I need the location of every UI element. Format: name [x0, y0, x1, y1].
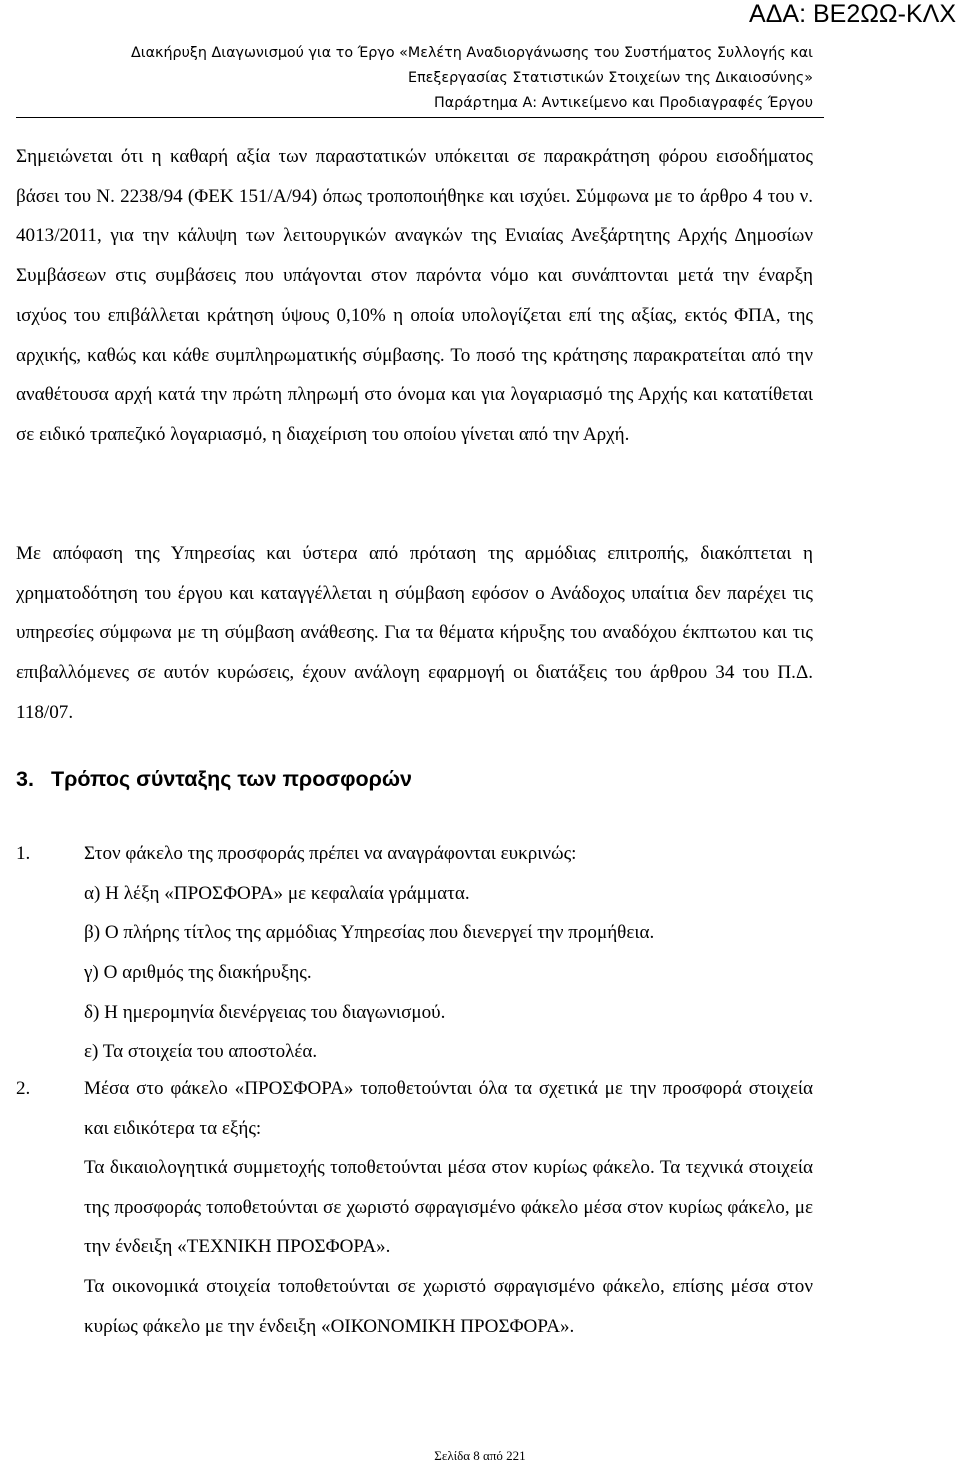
ada-code: ΑΔΑ: ΒΕ2ΩΩ-ΚΛΧ: [749, 0, 956, 28]
subitem-a: α) Η λέξη «ΠΡΟΣΦΟΡΑ» με κεφαλαία γράμματα.: [84, 883, 470, 904]
item-number: 1.: [16, 843, 31, 864]
header-title-line-2: Επεξεργασίας Στατιστικών Στοιχείων της Δικαιοσύνης»: [408, 70, 813, 86]
section-heading: [16, 764, 412, 794]
item-number: 2.: [16, 1078, 31, 1099]
page-number: Σελίδα 8 από 221: [434, 1448, 526, 1463]
subitem-e: ε) Τα στοιχεία του αποστολέα.: [84, 1041, 318, 1062]
financial-offer-block: Τα οικονομικά στοιχεία τοποθετούνται σε χωριστό σφραγισμένο φάκελο, επίσης μέσα στον κυρίως φάκελο με την ένδειξη «ΟΙΚΟΝΟΜΙΚΗ ΠΡΟΣΦΟΡΑ».: [84, 1276, 813, 1337]
subitem-c: γ) Ο αριθμός της διακήρυξης.: [84, 962, 312, 983]
paragraph-termination: Με απόφαση της Υπηρεσίας και ύστερα από πρόταση της αρμόδιας επιτροπής, διακόπτεται η χρηματοδότηση του έργου και καταγγέλλεται η σύμβαση εφόσον ο Ανάδοχος υπαίτια δεν παρέχει τις υπηρεσίες σύμφωνα με τη σύμβαση ανάθεσης. Για τα θέματα κήρυξης του αναδόχου έκπτωτου και τις επιβαλλόμενες σε αυτόν κυρώσεις, έχουν ανάλογη εφαρμογή οι διατάξεις του άρθρου 34 του Π.Δ. 118/07.: [16, 543, 813, 723]
subitem-b: β) Ο πλήρης τίτλος της αρμόδιας Υπηρεσίας που διενεργεί την προμήθεια.: [84, 922, 655, 943]
paragraph-tax-withholding: Σημειώνεται ότι η καθαρή αξία των παραστατικών υπόκειται σε παρακράτηση φόρου εισοδήματος βάσει του Ν. 2238/94 (ΦΕΚ 151/Α/94) όπως τροποποιήθηκε και ισχύει. Σύμφωνα με το άρθρο 4 του ν. 4013/2011, για την κάλυψη των λειτουργικών αναγκών της Ενιαίας Ανεξάρτητης Αρχής Δημοσίων Συμβάσεων στις συμβάσεις που υπάγονται στον παρόντα νόμο και συνάπτονται μετά την έναρξη ισχύος του επιβάλλεται κράτηση ύψους 0,10% η οποία υπολογίζεται επί της αξίας, εκτός ΦΠΑ, της αρχικής, καθώς και κάθε συμπληρωματικής σύμβασης. Το ποσό της κράτησης παρακρατείται από την αναθέτουσα αρχή κατά την πρώτη πληρωμή στο όνομα και για λογαριασμό της Αρχής και κατατίθεται σε ειδικό τραπεζικό λογαριασμό, η διαχείριση του οποίου γίνεται από την Αρχή.: [16, 146, 813, 445]
header-title-line-1: Διακήρυξη Διαγωνισμού για το Έργο «Μελέτη Αναδιοργάνωσης του Συστήματος Συλλογής και: [131, 45, 813, 61]
numbered-item-2: [16, 1069, 813, 1148]
header-annex-title: Παράρτημα Α: Αντικείμενο και Προδιαγραφές Έργου: [433, 95, 813, 111]
numbered-item-1: [16, 834, 813, 874]
technical-offer-block: Τα δικαιολογητικά συμμετοχής τοποθετούνται μέσα στον κυρίως φάκελο. Τα τεχνικά στοιχεία της προσφοράς τοποθετούνται σε χωριστό σφραγισμένο φάκελο μέσα στον κυρίως φάκελο, με την ένδειξη «ΤΕΧΝΙΚΗ ΠΡΟΣΦΟΡΑ».: [84, 1157, 813, 1258]
item-text: Μέσα στο φάκελο «ΠΡΟΣΦΟΡΑ» τοποθετούνται όλα τα σχετικά με την προσφορά στοιχεία και ειδικότερα τα εξής:: [84, 1078, 813, 1139]
header-divider: [16, 117, 824, 118]
section-title: Τρόπος σύνταξης των προσφορών: [51, 767, 412, 791]
subitem-d: δ) Η ημερομηνία διενέργειας του διαγωνισμού.: [84, 1002, 446, 1023]
section-number: 3.: [16, 767, 34, 791]
item-text: Στον φάκελο της προσφοράς πρέπει να αναγράφονται ευκρινώς:: [84, 843, 577, 864]
